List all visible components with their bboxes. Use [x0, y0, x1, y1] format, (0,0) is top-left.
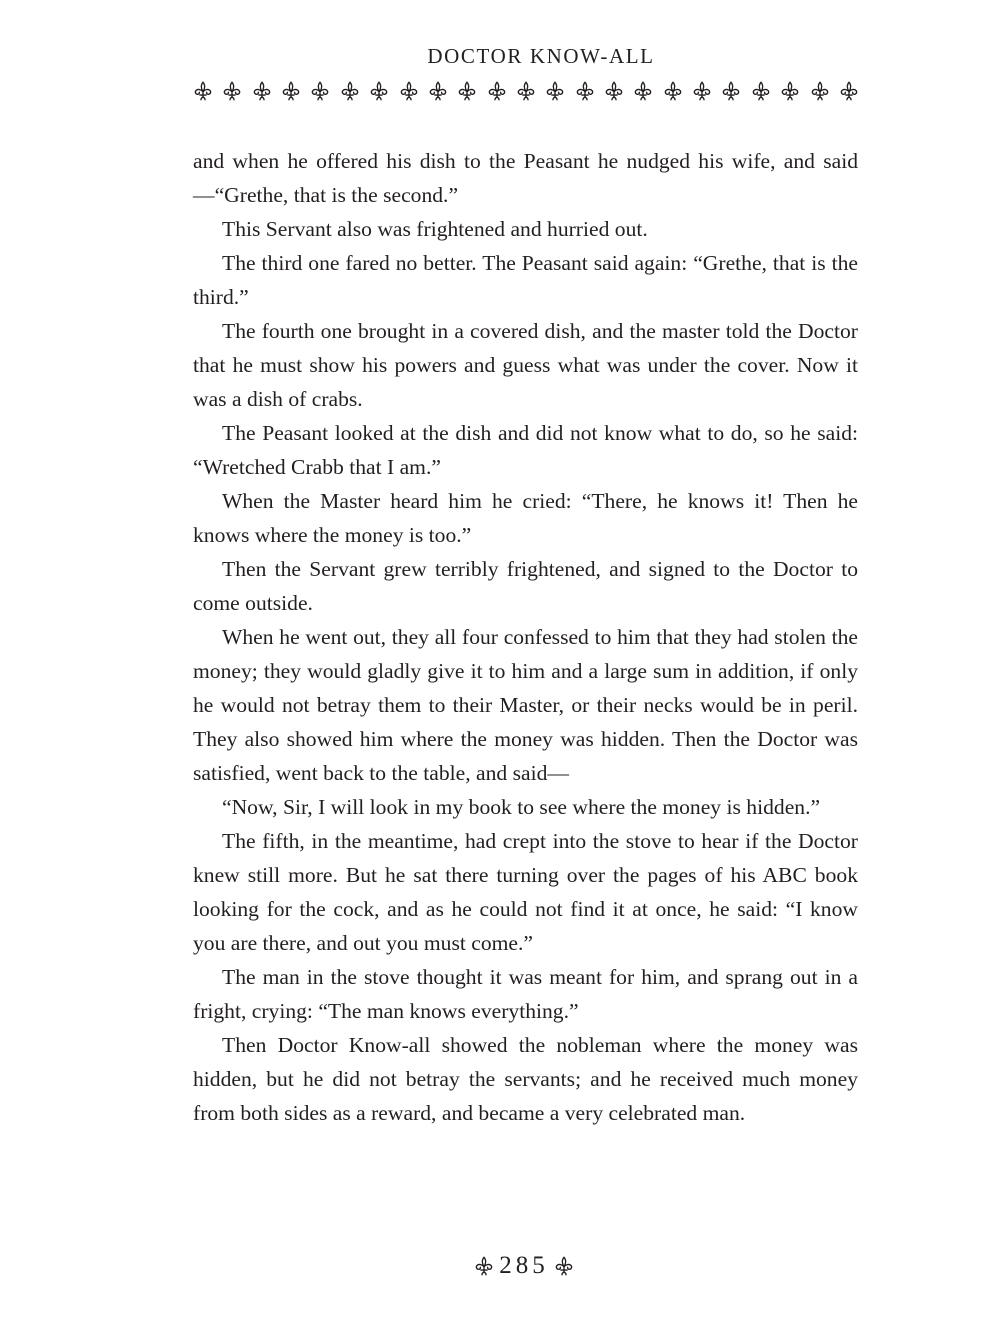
paragraph: The third one fared no better. The Peasant said again: “Grethe, that is the third.”	[193, 251, 858, 309]
fleur-de-lis-icon	[368, 80, 390, 102]
fleur-de-lis-icon	[251, 80, 273, 102]
body-text	[193, 144, 858, 1130]
fleur-de-lis-icon	[427, 80, 449, 102]
fleur-de-lis-icon	[603, 80, 625, 102]
fleur-de-lis-icon	[553, 1255, 575, 1277]
fleur-de-lis-icon	[720, 80, 742, 102]
running-head: DOCTOR KNOW-ALL	[427, 44, 655, 68]
folio	[0, 1250, 1000, 1282]
paragraph: Then Doctor Know-all showed the nobleman where the money was hidden, but he did not betray the servants; and he received much money from both sides as a reward, and became a very celebrated man.	[193, 1033, 858, 1125]
fleur-de-lis-icon	[809, 80, 831, 102]
fleur-de-lis-icon	[750, 80, 772, 102]
paragraph: When he went out, they all four confessed to him that they had stolen the money; they would gladly give it to him and a large sum in addition, if only he would not betray them to their Master, or their necks would be in peril. They also showed him where the money was hidden. Then the Doctor was satisfied, went back to the table, and said—	[193, 625, 858, 785]
fleur-de-lis-icon	[221, 80, 243, 102]
fleur-de-lis-icon	[398, 80, 420, 102]
paragraph: The fourth one brought in a covered dish, and the master told the Doctor that he must show his powers and guess what was under the cover. Now it was a dish of crabs.	[193, 319, 858, 411]
fleur-de-lis-icon	[779, 80, 801, 102]
fleur-de-lis-icon	[632, 80, 654, 102]
fleur-de-lis-icon	[192, 80, 214, 102]
ornament-rule	[192, 80, 860, 102]
fleur-de-lis-icon	[544, 80, 566, 102]
fleur-de-lis-icon	[280, 80, 302, 102]
paragraph: When the Master heard him he cried: “There, he knows it! Then he knows where the money is too.”	[193, 489, 858, 547]
fleur-de-lis-icon	[574, 80, 596, 102]
fleur-de-lis-icon	[515, 80, 537, 102]
fleur-de-lis-icon	[339, 80, 361, 102]
paragraph: “Now, Sir, I will look in my book to see where the money is hidden.”	[222, 795, 821, 819]
fleur-de-lis-icon	[838, 80, 860, 102]
paragraph: The man in the stove thought it was meant for him, and sprang out in a fright, crying: “The man knows everything.”	[193, 965, 858, 1023]
fleur-de-lis-icon	[473, 1255, 495, 1277]
fleur-de-lis-icon	[486, 80, 508, 102]
page-number: 285	[499, 1252, 549, 1279]
fleur-de-lis-icon	[309, 80, 331, 102]
paragraph: The fifth, in the meantime, had crept into the stove to hear if the Doctor knew still more. But he sat there turning over the pages of his ABC book looking for the cock, and as he could not find it at once, he said: “I know you are there, and out you must come.”	[193, 829, 858, 955]
paragraph: This Servant also was frightened and hurried out.	[222, 217, 648, 241]
fleur-de-lis-icon	[691, 80, 713, 102]
fleur-de-lis-icon	[456, 80, 478, 102]
fleur-de-lis-icon	[662, 80, 684, 102]
paragraph: The Peasant looked at the dish and did not know what to do, so he said: “Wretched Crabb that I am.”	[193, 421, 858, 479]
paragraph: and when he offered his dish to the Peasant he nudged his wife, and said—“Grethe, that is the second.”	[193, 149, 858, 207]
paragraph: Then the Servant grew terribly frightened, and signed to the Doctor to come outside.	[193, 557, 858, 615]
